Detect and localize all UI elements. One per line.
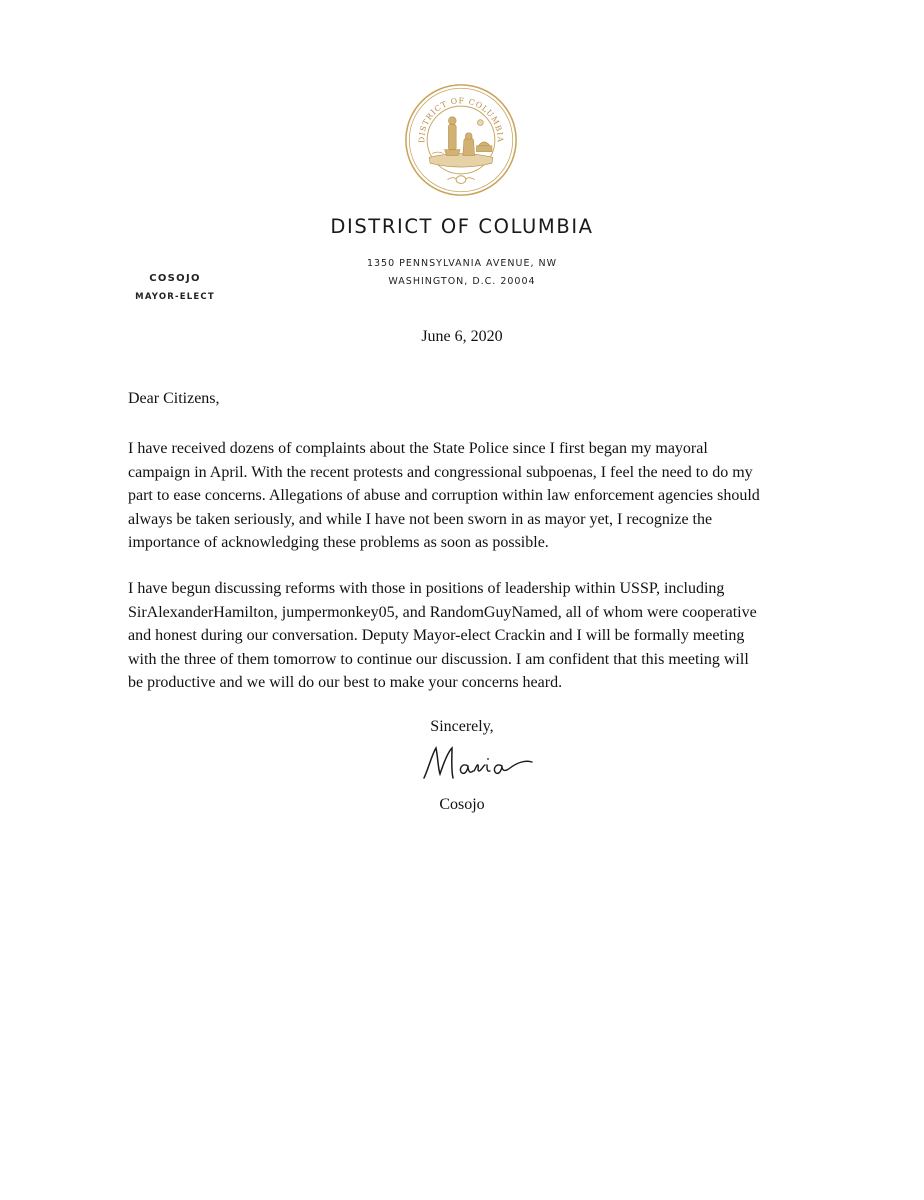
letter-date: June 6, 2020	[421, 328, 503, 345]
paragraph-line: campaign in April. With the recent protests and congressional subpoenas, I feel the need to do my	[128, 463, 753, 481]
handwritten-signature	[420, 740, 538, 788]
organization-name: DISTRICT OF COLUMBIA	[330, 215, 594, 238]
paragraph-line: SirAlexanderHamilton, jumpermonkey05, and RandomGuyNamed, all of whom were cooperative	[128, 603, 757, 621]
paragraph-line: be productive and we will do our best to make your concerns heard.	[128, 674, 563, 691]
address-line-2: WASHINGTON, D.C. 20004	[388, 276, 536, 287]
paragraph-line: and honest during our conversation. Deputy Mayor-elect Crackin and I will be formally meeting	[128, 627, 745, 644]
paragraph-line: I have received dozens of complaints about the State Police since I first began my mayoral	[128, 440, 708, 457]
closing: Sincerely,	[430, 718, 494, 735]
official-name: COSOJO	[149, 273, 201, 284]
paragraph-line: always be taken seriously, and while I have not been sworn in as mayor yet, I recognize the	[128, 510, 713, 528]
official-title: MAYOR-ELECT	[135, 292, 215, 302]
signer-name: Cosojo	[439, 796, 485, 813]
paragraph-line: with the three of them tomorrow to continue our discussion. I am confident that this meeting will	[128, 650, 749, 668]
paragraph-line: importance of acknowledging these problems as soon as possible.	[128, 534, 549, 551]
paragraph-line: I have begun discussing reforms with those in positions of leadership within USSP, including	[128, 580, 725, 597]
address-line-1: 1350 PENNSYLVANIA AVENUE, NW	[366, 258, 558, 269]
district-seal	[403, 82, 519, 198]
body-paragraph-1	[128, 437, 818, 555]
paragraph-line: part to ease concerns. Allegations of abuse and corruption within law enforcement agencies should	[128, 487, 760, 504]
seal-text: DISTRICT OF COLUMBIA	[417, 96, 505, 144]
salutation: Dear Citizens,	[128, 390, 220, 407]
body-paragraph-2	[128, 577, 818, 695]
